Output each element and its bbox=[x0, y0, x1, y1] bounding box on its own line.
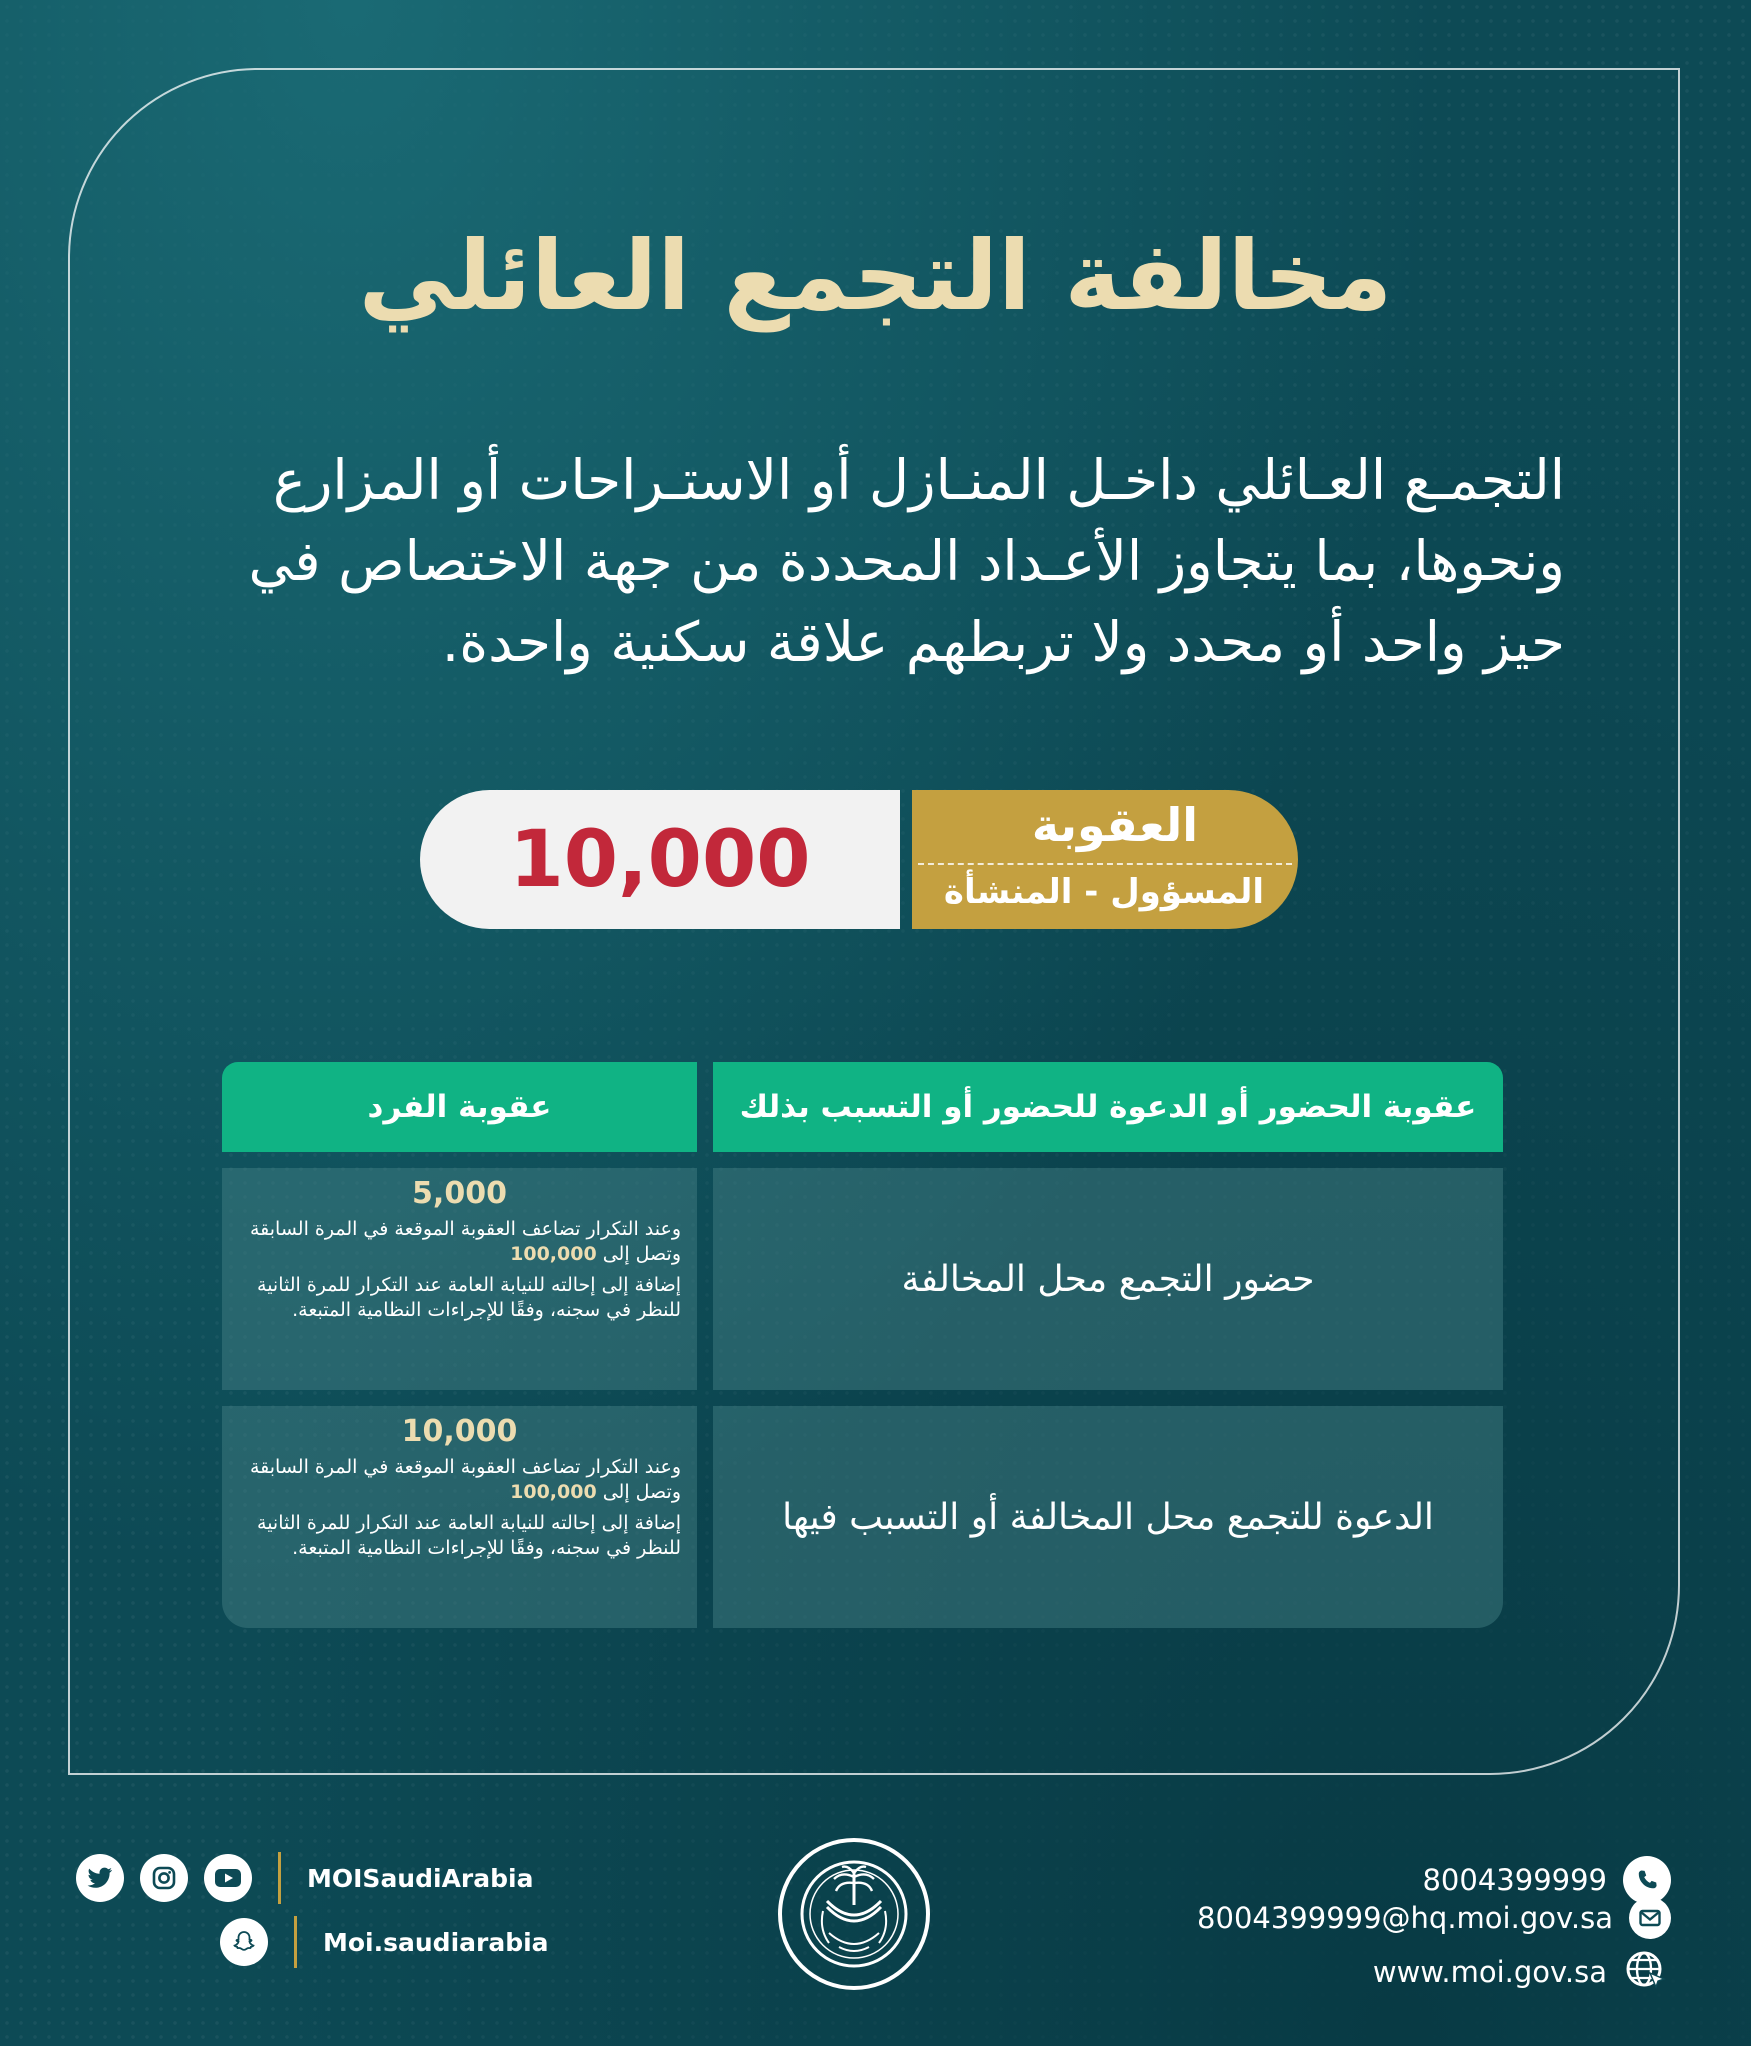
twitter-icon[interactable] bbox=[76, 1854, 124, 1902]
penalty-amount-box bbox=[420, 790, 900, 929]
contact-website[interactable] bbox=[1373, 1948, 1671, 1996]
moi-emblem bbox=[778, 1838, 930, 1990]
table-row-violation: حضور التجمع محل المخالفة bbox=[713, 1168, 1503, 1390]
table-row-penalty bbox=[222, 1406, 697, 1628]
referral-note: إضافة إلى إحالته للنيابة العامة عند التكرار للمرة الثانية للنظر في سجنه، وفقًا للإجراءات النظامية المتبعة. bbox=[257, 1512, 681, 1559]
youtube-icon[interactable] bbox=[204, 1854, 252, 1902]
repeat-note bbox=[238, 1217, 681, 1267]
table-header-violation: عقوبة الحضور أو الدعوة للحضور أو التسبب بذلك bbox=[713, 1062, 1503, 1152]
email-icon bbox=[1629, 1897, 1671, 1939]
website-link[interactable]: www.moi.gov.sa bbox=[1372, 1955, 1607, 1989]
penalty-sub-label: المسؤول - المنشأة bbox=[943, 872, 1264, 912]
table-row-penalty bbox=[222, 1168, 697, 1390]
snapchat-icon[interactable] bbox=[220, 1918, 268, 1966]
penalty-label: العقوبة bbox=[1031, 798, 1198, 852]
penalty-amount: 10,000 bbox=[509, 814, 811, 905]
instagram-icon[interactable] bbox=[140, 1854, 188, 1902]
page-title: مخالفة التجمع العائلي bbox=[358, 220, 1393, 332]
repeat-note-text: وعند التكرار تضاعف العقوبة الموقعة في المرة السابقة وتصل إلى bbox=[249, 1218, 681, 1265]
divider bbox=[278, 1852, 281, 1904]
repeat-max-amount: 100,000 bbox=[510, 1481, 597, 1503]
social-row-2 bbox=[76, 1916, 549, 1968]
social-handle[interactable]: MOISaudiArabia bbox=[307, 1863, 534, 1893]
intro-text: التجمـع العـائلي داخـل المنـازل أو الاستـراحات أو المزارع ونحوها، بما يتجاوز الأعـداد المحددة من جهة الاختصاص في حيز واحد أو محدد ولا تربطهم علاقة سكنية واحدة. bbox=[248, 448, 1565, 674]
repeat-note bbox=[238, 1455, 681, 1505]
email-address[interactable]: 8004399999@hq.moi.gov.sa bbox=[1197, 1901, 1613, 1935]
globe-cursor-icon bbox=[1623, 1948, 1671, 1996]
social-row-1 bbox=[76, 1852, 533, 1904]
palm-swords-emblem-icon bbox=[789, 1849, 919, 1979]
penalty-divider bbox=[918, 863, 1292, 865]
penalty-cell-amount: 5,000 bbox=[412, 1176, 507, 1211]
contact-email[interactable] bbox=[1197, 1897, 1671, 1939]
penalty-label-box bbox=[912, 790, 1298, 929]
repeat-max-amount: 100,000 bbox=[510, 1243, 597, 1265]
phone-number[interactable]: 8004399999 bbox=[1422, 1863, 1607, 1897]
table-row-violation: الدعوة للتجمع محل المخالفة أو التسبب فيها bbox=[713, 1406, 1503, 1628]
referral-note: إضافة إلى إحالته للنيابة العامة عند التكرار للمرة الثانية للنظر في سجنه، وفقًا للإجراءات النظامية المتبعة. bbox=[257, 1274, 681, 1321]
penalty-cell-amount: 10,000 bbox=[401, 1414, 518, 1449]
social-handle[interactable]: Moi.saudiarabia bbox=[323, 1927, 549, 1957]
divider bbox=[294, 1916, 297, 1968]
repeat-note-text: وعند التكرار تضاعف العقوبة الموقعة في المرة السابقة وتصل إلى bbox=[249, 1456, 681, 1503]
table-header-individual-penalty: عقوبة الفرد bbox=[222, 1062, 697, 1152]
